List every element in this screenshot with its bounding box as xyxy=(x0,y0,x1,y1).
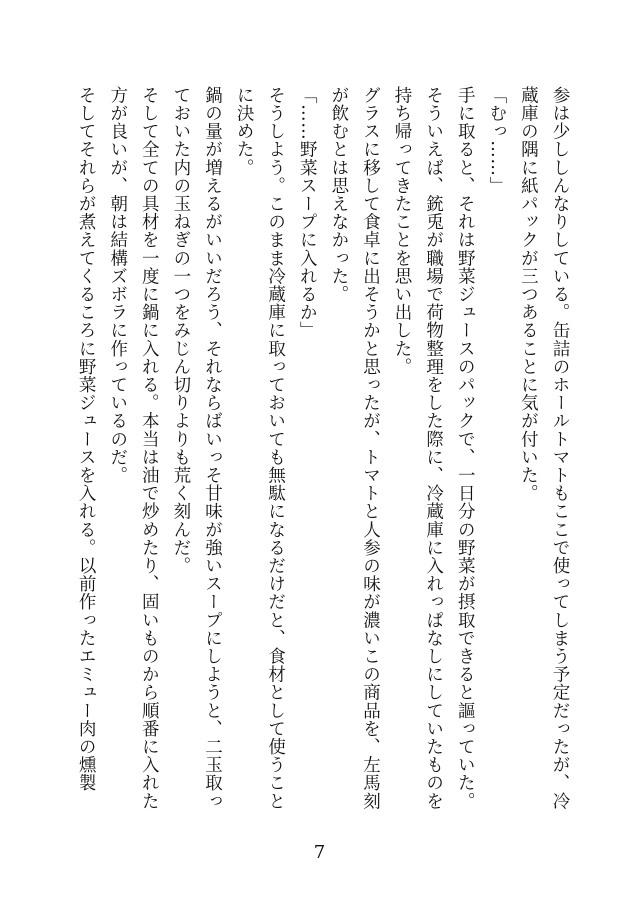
paragraph: 「……野菜スープに入れるか」 xyxy=(297,86,318,340)
paragraph: グラスに移して食卓に出そうかと思ったが、トマトと人参の味が濃いこの商品を、左馬刻が飲むとは思えなかった。 xyxy=(328,86,381,810)
paragraph: 手に取ると、それは野菜ジュースのパックで、一日分の野菜が摂取できると謳っていた。そういえば、銃兎が職場で荷物整理をした際に、冷蔵庫に入れっぱなしにしていたものを持ち帰ってきたことを思い出した。 xyxy=(392,86,476,810)
paragraph: 参は少ししんなりしている。缶詰のホールトマトもここで使ってしまう予定だったが、冷蔵庫の隅に紙パックが三つあることに気が付いた。 xyxy=(518,86,570,810)
paragraph: そして全ての具材を一度に鍋に入れる。本当は油で炒めたり、固いものから順番に入れた方が良いが、朝は結構ズボラに作っているのだ。 xyxy=(107,86,160,810)
paragraph: そうしよう。このまま冷蔵庫に取っておいても無駄になるだけだと、食材として使うことに決めた。 xyxy=(234,86,286,810)
paragraph: 「むっ……」 xyxy=(486,86,507,195)
vertical-text-body xyxy=(70,86,576,816)
paragraph: そしてそれらが煮えてくるころに野菜ジュースを入れる。以前作ったエミュー肉の燻製 xyxy=(76,86,97,792)
paragraph: 鍋の量が増えるがいいだろう、それならばいっそ甘味が強いスープにしようと、二玉取っておいた内の玉ねぎの一つをみじん切りよりも荒く刻んだ。 xyxy=(170,86,223,810)
page-number: 7 xyxy=(313,842,326,863)
